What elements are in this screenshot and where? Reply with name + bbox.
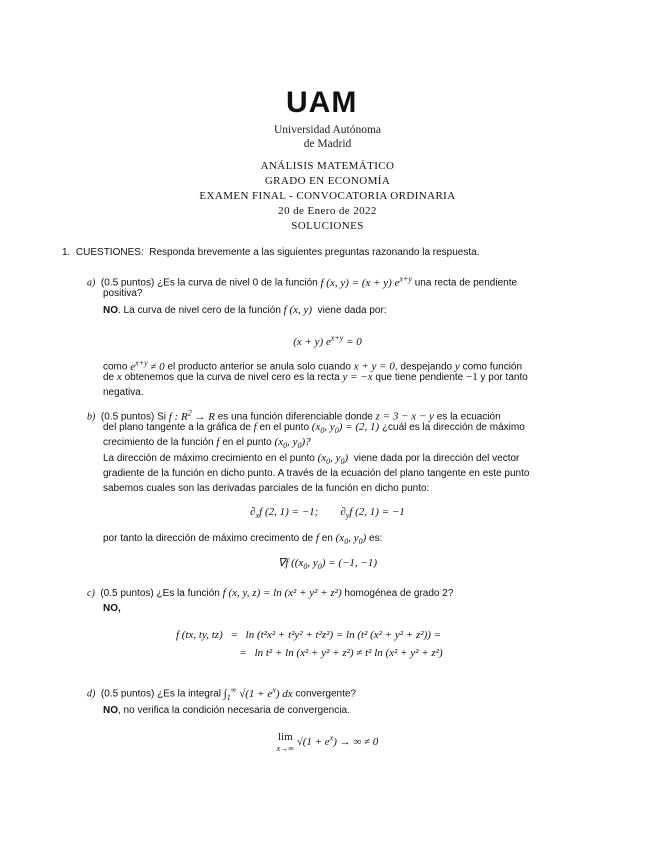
- equation-d-limit: lim x→∞ $√(1 + e^x)$ → ∞ ≠ 0: [276, 731, 379, 753]
- answer-a-line1: NO. La curva de nivel cero de la función f (x, y) viene dada por:: [103, 304, 387, 316]
- question-d-label: d): [87, 688, 96, 700]
- question-a-function: f (x, y) = (x + y) $e^{x+y}$: [320, 274, 412, 289]
- question-a-line2: positiva?: [103, 288, 143, 299]
- equation-b-partials: $\partial_xf$ (2, 1) = −1; $\partial_yf$ (2, 1) = −1: [250, 506, 405, 521]
- question-c-line1: c) (0.5 puntos) ¿Es la función f (x, y, z) = ln (x² + y² + z²) homogénea de grado 2?: [87, 587, 454, 599]
- equation-c-line1: f (tx, ty, tz) = ln (t²x² + t²y² + t²z²) = ln (t² (x² + y² + z²)) =: [176, 629, 442, 641]
- answer-c-verdict: NO,: [103, 603, 121, 614]
- section-title: CUESTIONES:: [75, 247, 144, 258]
- course-title: ANÁLISIS MATEMÁTICO: [260, 160, 395, 172]
- answer-b-line3: sabemos cuales son las derivadas parciales de la función en dicho punto:: [103, 483, 430, 494]
- answer-a-line3: como $e^{x+y} \ne 0$ el producto anterior se anula solo cuando x + y = 0, despejando y como función: [103, 358, 523, 373]
- answer-a-line5: negativa.: [103, 387, 144, 398]
- university-name-line2: de Madrid: [303, 138, 352, 150]
- question-b-line2: del plano tangente a la gráfica de f en el punto ($x_0$, $y_0) = (2$, 1) ¿cuál es la dirección de máximo: [103, 421, 525, 436]
- exam-title: EXAMEN FINAL - CONVOCATORIA ORDINARIA: [199, 190, 456, 202]
- question-c-label: c): [87, 588, 95, 599]
- solutions-label: SOLUCIONES: [291, 220, 364, 232]
- question-a-points: (0.5 puntos): [100, 277, 155, 289]
- question-b-line3: crecimiento de la función f en el punto ($x_0$, $y_0$)?: [103, 436, 311, 451]
- university-name-line1: Universidad Autónoma: [274, 124, 381, 136]
- answer-b-line4: por tanto la dirección de máximo crecimento de f en ($x_0$, $y_0$) es:: [103, 532, 383, 547]
- section-number: 1.: [62, 247, 71, 258]
- answer-b-line1: La dirección de máximo crecimiento en el punto ($x_0$, $y_0$) viene dada por la dirección del vector: [103, 452, 520, 467]
- question-b-line1: b) (0.5 puntos) Si f : $R^2 \to R$ es una función diferenciable donde z = 3 − x − y es la ecuación: [87, 408, 501, 423]
- question-d-line1: d) (0.5 puntos) ¿Es la integral $\int_1^\infty$ $√(1 + e^x)$ dx convergente?: [87, 685, 356, 702]
- answer-d-line1: NO, no verifica la condición necesaria de convergencia.: [103, 705, 350, 716]
- equation-c-line2: = ln t² + ln (x² + y² + z²) ≠ t² ln (x² + y² + z²): [240, 647, 443, 659]
- question-b-label: b): [87, 411, 96, 423]
- question-a-line1: [87, 271, 517, 291]
- answer-b-line2: gradiente de la función en dicho punto. A través de la ecuación del plano tangente en este punto: [103, 468, 530, 479]
- question-a-text2: una recta de pendiente: [414, 277, 518, 289]
- equation-a: (x + y) $e^{x+y} = 0$: [293, 333, 362, 348]
- answer-a-line4: de x obtenemos que la curva de nivel cero es la recta y = −x que tiene pendiente −1 y por tanto: [103, 371, 528, 383]
- section-heading: [62, 245, 479, 260]
- uam-logo: UAM: [286, 86, 358, 119]
- exam-date: 20 de Enero de 2022: [278, 205, 377, 217]
- equation-b-gradient: ∇f (($x_0$, $y_0) = (-1$, −1): [277, 557, 378, 572]
- integral-expression: $\int_1^\infty$ $√(1 + e^x)$ dx: [223, 685, 293, 702]
- answer-a-verdict: NO: [103, 305, 118, 316]
- question-a-label: a): [87, 277, 96, 289]
- question-a-text: ¿Es la curva de nivel 0 de la función: [157, 277, 318, 289]
- section-instruction: Responda brevemente a las siguientes preguntas razonando la respuesta.: [149, 247, 480, 258]
- degree-title: GRADO EN ECONOMÍA: [264, 175, 391, 187]
